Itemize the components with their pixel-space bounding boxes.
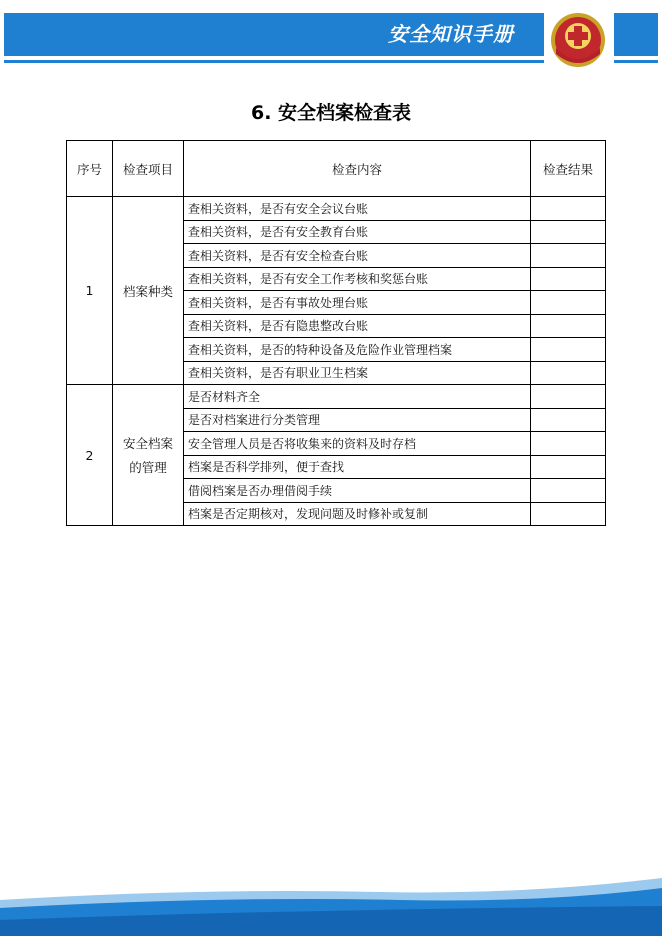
group-item [113,385,184,526]
header-title: 安全知识手册 [388,22,514,46]
check-result-cell[interactable] [531,291,606,315]
check-result-cell[interactable] [531,197,606,221]
col-header-item: 检查项目 [113,141,184,197]
header-banner-right [614,13,658,56]
footer-wave [0,870,662,936]
check-content: 查相关资料，是否有安全教育台账 [184,220,531,244]
check-result-cell[interactable] [531,432,606,456]
col-header-content: 检查内容 [184,141,531,197]
check-result-cell[interactable] [531,502,606,526]
table-row [67,385,606,409]
group-item-line2: 的管理 [129,460,167,475]
table-row [67,197,606,221]
check-result-cell[interactable] [531,267,606,291]
group-no: 1 [67,197,113,385]
check-result-cell[interactable] [531,361,606,385]
check-content: 查相关资料，是否有隐患整改台账 [184,314,531,338]
check-result-cell[interactable] [531,338,606,362]
header-underline [4,60,544,63]
check-content: 是否对档案进行分类管理 [184,408,531,432]
check-content: 查相关资料，是否有安全工作考核和奖惩台账 [184,267,531,291]
check-result-cell[interactable] [531,244,606,268]
archive-checklist-table [66,140,606,526]
check-content: 查相关资料，是否的特种设备及危险作业管理档案 [184,338,531,362]
check-result-cell[interactable] [531,220,606,244]
check-result-cell[interactable] [531,314,606,338]
group-no: 2 [67,385,113,526]
check-result-cell[interactable] [531,408,606,432]
check-content: 借阅档案是否办理借阅手续 [184,479,531,503]
check-content: 查相关资料，是否有安全检查台账 [184,244,531,268]
header-underline-right [614,60,658,63]
safety-cross-emblem-icon [548,10,608,70]
group-item: 档案种类 [113,197,184,385]
check-content: 是否材料齐全 [184,385,531,409]
check-result-cell[interactable] [531,455,606,479]
check-content: 查相关资料，是否有安全会议台账 [184,197,531,221]
table-header-row [67,141,606,197]
col-header-no: 序号 [67,141,113,197]
check-content: 查相关资料，是否有事故处理台账 [184,291,531,315]
page-title: 6. 安全档案检查表 [250,102,412,124]
check-content: 档案是否定期核对，发现问题及时修补或复制 [184,502,531,526]
check-content: 档案是否科学排列，便于查找 [184,455,531,479]
check-result-cell[interactable] [531,479,606,503]
check-content: 查相关资料，是否有职业卫生档案 [184,361,531,385]
header-banner [4,13,544,56]
col-header-result: 检查结果 [531,141,606,197]
group-item-line1: 安全档案 [122,436,173,451]
check-content: 安全管理人员是否将收集来的资料及时存档 [184,432,531,456]
check-result-cell[interactable] [531,385,606,409]
